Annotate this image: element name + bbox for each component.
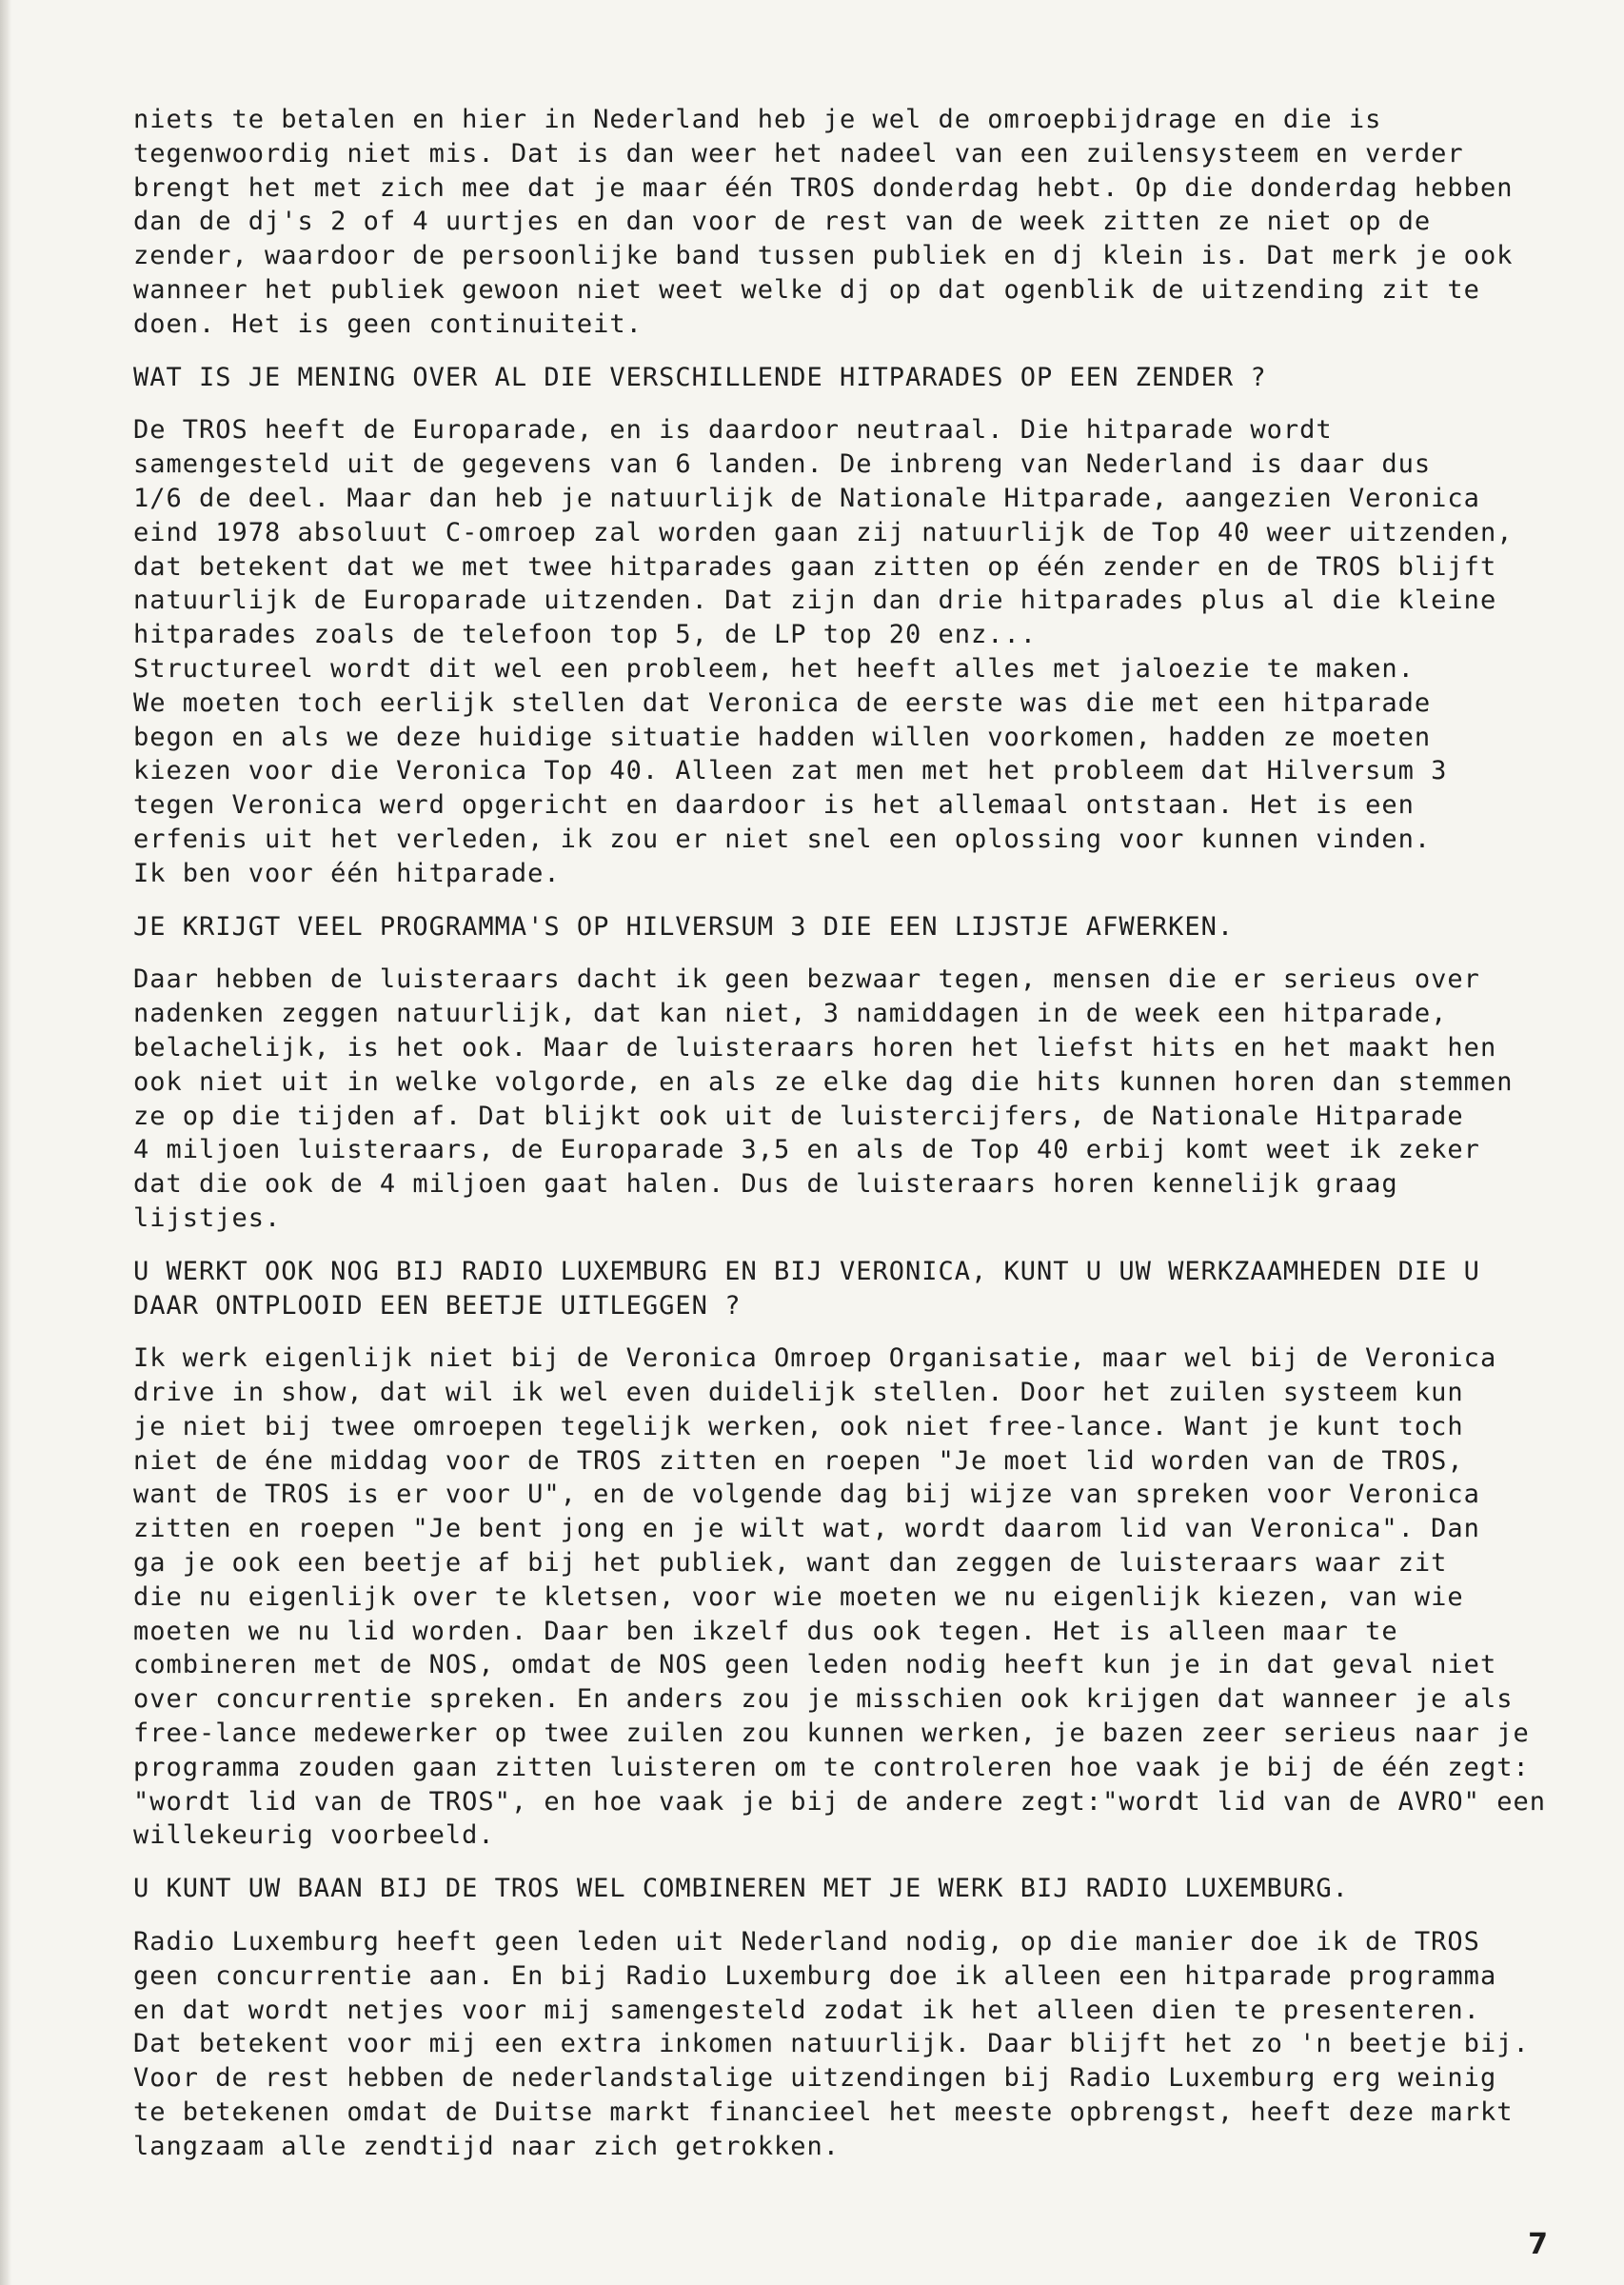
text-line: willekeurig voorbeeld. bbox=[133, 1820, 495, 1851]
text-line: Structureel wordt dit wel een probleem, het heeft alles met jaloezie te maken. bbox=[133, 653, 1415, 684]
text-line: dan de dj's 2 of 4 uurtjes en dan voor de rest van de week zitten ze niet op de bbox=[133, 207, 1432, 237]
answer-paragraph bbox=[133, 103, 1561, 342]
text-line: geen concurrentie aan. En bij Radio Luxemburg doe ik alleen een hitparade programma bbox=[133, 1960, 1497, 1991]
text-line: U KUNT UW BAAN BIJ DE TROS WEL COMBINEREN MET JE WERK BIJ RADIO LUXEMBURG. bbox=[133, 1874, 1349, 1904]
text-line: combineren met de NOS, omdat de NOS geen leden nodig heeft kun je in dat geval niet bbox=[133, 1650, 1497, 1680]
text-line: ze op die tijden af. Dat blijkt ook uit de luistercijfers, de Nationale Hitparade bbox=[133, 1101, 1464, 1131]
answer-paragraph bbox=[133, 1341, 1561, 1853]
text-line: Ik ben voor één hitparade. bbox=[133, 858, 561, 888]
text-line: tegenwoordig niet mis. Dat is dan weer het nadeel van een zuilensysteem en verder bbox=[133, 138, 1464, 169]
text-line: WAT IS JE MENING OVER AL DIE VERSCHILLENDE HITPARADES OP EEN ZENDER ? bbox=[133, 362, 1267, 392]
text-line: zender, waardoor de persoonlijke band tussen publiek en dj klein is. Dat merk je ook bbox=[133, 241, 1514, 271]
text-line: dat die ook de 4 miljoen gaat halen. Dus de luisteraars horen kennelijk graag bbox=[133, 1169, 1398, 1200]
text-line: ook niet uit in welke volgorde, en als ze elke dag die hits kunnen horen dan stemmen bbox=[133, 1066, 1514, 1097]
text-line: lijstjes. bbox=[133, 1202, 282, 1233]
text-line: Daar hebben de luisteraars dacht ik geen bezwaar tegen, mensen die er serieus over bbox=[133, 964, 1480, 995]
text-line: je niet bij twee omroepen tegelijk werken, ook niet free-lance. Want je kunt toch bbox=[133, 1411, 1464, 1441]
text-line: drive in show, dat wil ik wel even duidelijk stellen. Door het zuilen systeem kun bbox=[133, 1378, 1464, 1408]
answer-paragraph bbox=[133, 963, 1561, 1235]
text-line: en dat wordt netjes voor mij samengesteld zodat ik het alleen dien te presenteren. bbox=[133, 1995, 1480, 2025]
text-line: 1/6 de deel. Maar dan heb je natuurlijk de Nationale Hitparade, aangezien Veronica bbox=[133, 483, 1480, 513]
answer-paragraph bbox=[133, 413, 1561, 890]
text-line: erfenis uit het verleden, ik zou er niet snel een oplossing voor kunnen vinden. bbox=[133, 824, 1432, 854]
text-line: doen. Het is geen continuiteit. bbox=[133, 308, 643, 339]
text-line: wanneer het publiek gewoon niet weet welke dj op dat ogenblik de uitzending zit te bbox=[133, 274, 1480, 305]
text-line: DAAR ONTPLOOID EEN BEETJE UITLEGGEN ? bbox=[133, 1290, 742, 1321]
text-line: dat betekent dat we met twee hitparades gaan zitten op één zender en de TROS blijft bbox=[133, 551, 1497, 582]
text-line: begon en als we deze huidige situatie hadden willen voorkomen, hadden ze moeten bbox=[133, 722, 1432, 752]
text-line: Dat betekent voor mij een extra inkomen natuurlijk. Daar blijft het zo 'n beetje bij. bbox=[133, 2029, 1530, 2059]
text-line: De TROS heeft de Europarade, en is daardoor neutraal. Die hitparade wordt bbox=[133, 415, 1333, 446]
interview-question bbox=[133, 910, 1561, 944]
interview-question bbox=[133, 1255, 1561, 1323]
text-line: moeten we nu lid worden. Daar ben ikzelf dus ook tegen. Het is alleen maar te bbox=[133, 1616, 1398, 1646]
text-line: over concurrentie spreken. En anders zou je misschien ook krijgen dat wanneer je als bbox=[133, 1684, 1514, 1715]
text-line: belachelijk, is het ook. Maar de luisteraars horen het liefst hits en het maakt hen bbox=[133, 1032, 1497, 1063]
document-page bbox=[133, 103, 1561, 2183]
interview-question bbox=[133, 1872, 1561, 1906]
text-line: hitparades zoals de telefoon top 5, de LP top 20 enz... bbox=[133, 620, 1038, 650]
text-line: 4 miljoen luisteraars, de Europarade 3,5 en als de Top 40 erbij komt weet ik zeker bbox=[133, 1135, 1480, 1165]
text-line: nadenken zeggen natuurlijk, dat kan niet, 3 namiddagen in de week een hitparade, bbox=[133, 999, 1448, 1029]
text-line: U WERKT OOK NOG BIJ RADIO LUXEMBURG EN BIJ VERONICA, KUNT U UW WERKZAAMHEDEN DIE U bbox=[133, 1256, 1480, 1286]
interview-question bbox=[133, 361, 1561, 395]
text-line: te betekenen omdat de Duitse markt financieel het meeste opbrengst, heeft deze markt bbox=[133, 2097, 1514, 2128]
text-line: Radio Luxemburg heeft geen leden uit Nederland nodig, op die manier doe ik de TROS bbox=[133, 1927, 1480, 1957]
page-number: 7 bbox=[1528, 2228, 1548, 2261]
text-line: samengesteld uit de gegevens van 6 landen. De inbreng van Nederland is daar dus bbox=[133, 449, 1432, 480]
text-line: Voor de rest hebben de nederlandstalige uitzendingen bij Radio Luxemburg erg weinig bbox=[133, 2063, 1497, 2094]
text-line: brengt het met zich mee dat je maar één TROS donderdag hebt. Op die donderdag hebben bbox=[133, 172, 1514, 203]
text-line: zitten en roepen "Je bent jong en je wilt wat, wordt daarom lid van Veronica". Dan bbox=[133, 1514, 1480, 1544]
text-line: niets te betalen en hier in Nederland heb je wel de omroepbijdrage en die is bbox=[133, 105, 1382, 134]
page-binding-edge bbox=[0, 0, 11, 2285]
text-line: tegen Veronica werd opgericht en daardoor is het allemaal ontstaan. Het is een bbox=[133, 790, 1415, 821]
text-line: niet de éne middag voor de TROS zitten en roepen "Je moet lid worden van de TROS, bbox=[133, 1445, 1464, 1476]
text-line: kiezen voor die Veronica Top 40. Alleen zat men met het probleem dat Hilversum 3 bbox=[133, 756, 1448, 786]
text-line: programma zouden gaan zitten luisteren om te controleren hoe vaak je bij de één zegt: bbox=[133, 1752, 1530, 1782]
text-line: natuurlijk de Europarade uitzenden. Dat zijn dan drie hitparades plus al die kleine bbox=[133, 586, 1497, 616]
text-line: ga je ook een beetje af bij het publiek, want dan zeggen de luisteraars waar zit bbox=[133, 1548, 1448, 1579]
text-line: langzaam alle zendtijd naar zich getrokken. bbox=[133, 2131, 840, 2161]
text-line: eind 1978 absoluut C-omroep zal worden gaan zij natuurlijk de Top 40 weer uitzenden, bbox=[133, 517, 1514, 547]
text-line: die nu eigenlijk over te kletsen, voor wie moeten we nu eigenlijk kiezen, van wie bbox=[133, 1581, 1464, 1612]
text-line: "wordt lid van de TROS", en hoe vaak je bij de andere zegt:"wordt lid van de AVRO" een bbox=[133, 1786, 1546, 1817]
answer-paragraph bbox=[133, 1925, 1561, 2164]
text-line: free-lance medewerker op twee zuilen zou kunnen werken, je bazen zeer serieus naar je bbox=[133, 1719, 1530, 1749]
text-line: Ik werk eigenlijk niet bij de Veronica Omroep Organisatie, maar wel bij de Veronica bbox=[133, 1343, 1497, 1374]
text-line: We moeten toch eerlijk stellen dat Veronica de eerste was die met een hitparade bbox=[133, 687, 1432, 718]
text-line: JE KRIJGT VEEL PROGRAMMA'S OP HILVERSUM 3 DIE EEN LIJSTJE AFWERKEN. bbox=[133, 911, 1235, 942]
text-line: want de TROS is er voor U", en de volgende dag bij wijze van spreken voor Veronica bbox=[133, 1480, 1480, 1510]
